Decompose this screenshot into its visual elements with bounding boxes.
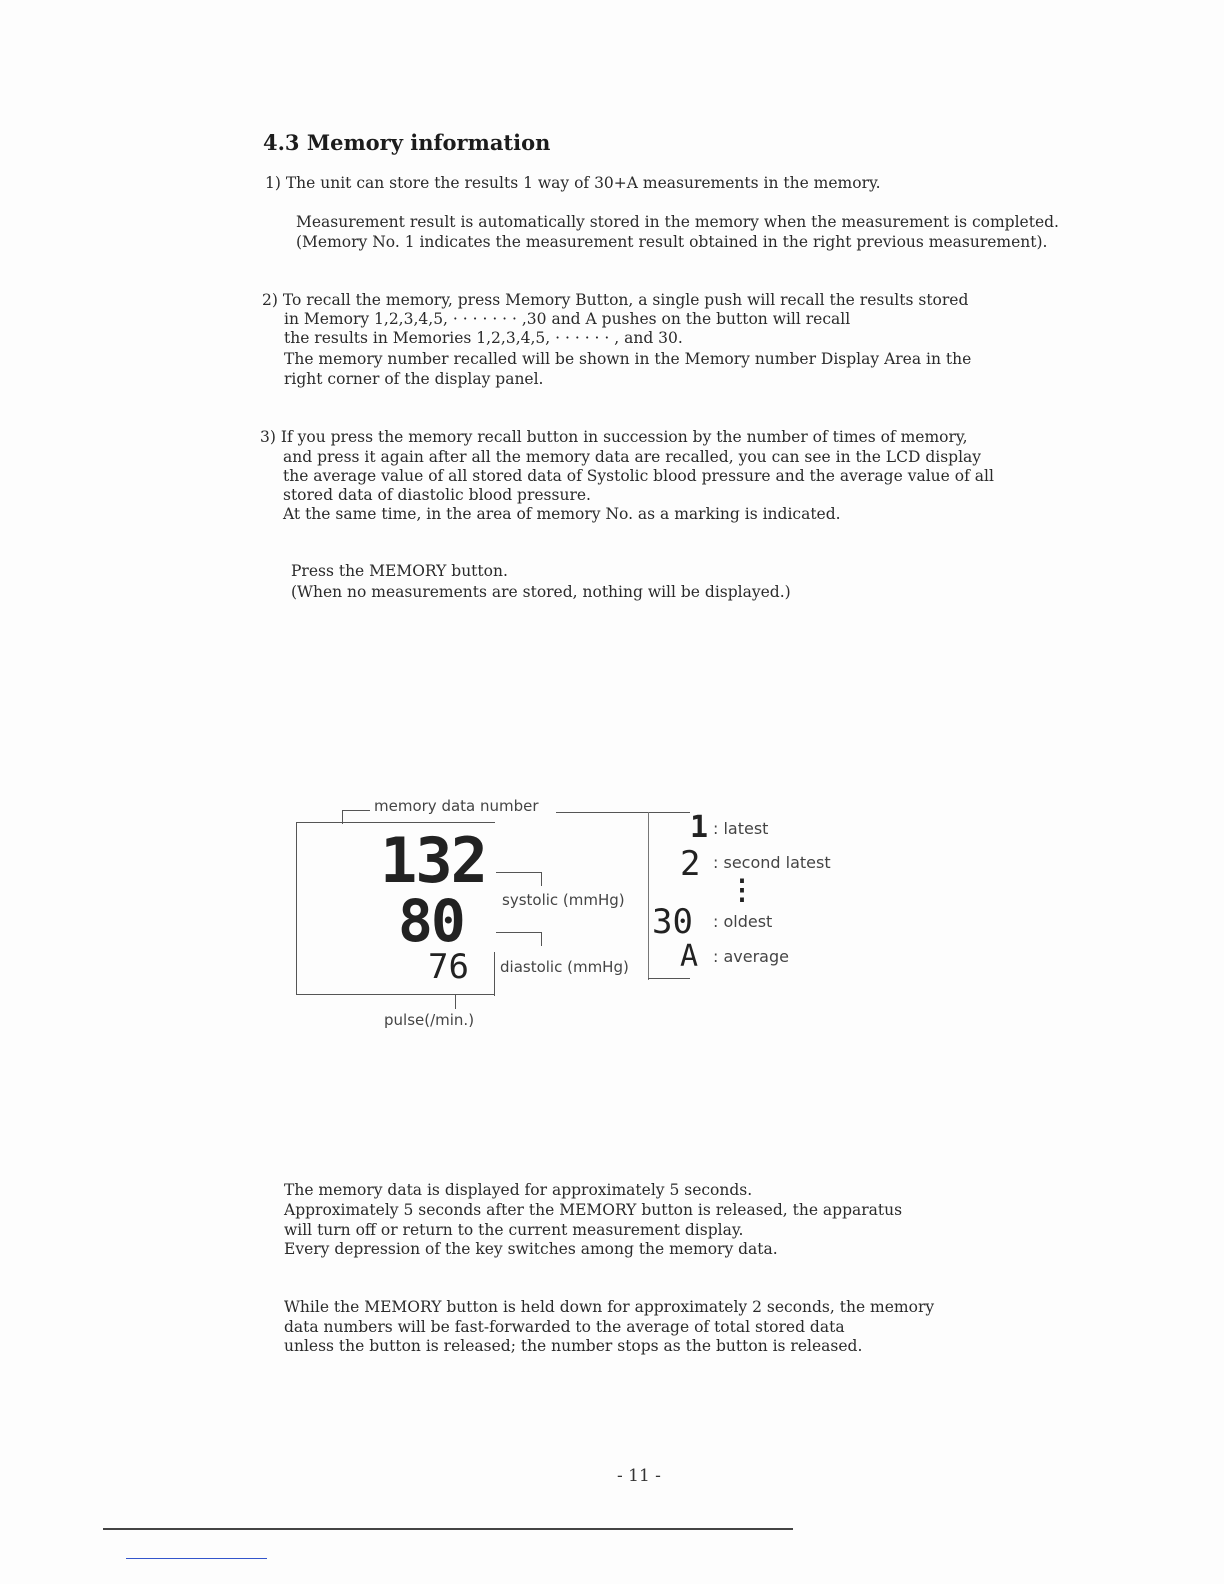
para3-line3: the average value of all stored data of Systolic blood pressure and the average value of all	[283, 467, 994, 485]
systolic-leader-h	[496, 872, 542, 873]
memory-bracket-v	[648, 812, 649, 980]
hold-line1: While the MEMORY button is held down for approximately 2 seconds, the memory	[284, 1298, 935, 1316]
after-line3: will turn off or return to the current measurement display.	[284, 1221, 744, 1239]
footer-blue-rule	[126, 1558, 267, 1559]
after-line4: Every depression of the key switches among the memory data.	[284, 1240, 778, 1258]
para1-line2: Measurement result is automatically stored in the memory when the measurement is completed.	[296, 213, 1059, 231]
press-line1: Press the MEMORY button.	[291, 562, 508, 580]
para3-line4: stored data of diastolic blood pressure.	[283, 486, 591, 504]
after-line2: Approximately 5 seconds after the MEMORY button is released, the apparatus	[284, 1201, 903, 1219]
para2-line4: The memory number recalled will be shown in the Memory number Display Area in the	[284, 350, 972, 368]
page-number: - 11 -	[617, 1466, 661, 1486]
hold-line2: data numbers will be fast-forwarded to the average of total stored data	[284, 1318, 845, 1336]
legend-latest: : latest	[713, 819, 769, 838]
hold-line3: unless the button is released; the number stops as the button is released.	[284, 1337, 863, 1355]
pulse-reading: 76	[428, 947, 469, 987]
legend-average: : average	[713, 947, 789, 966]
para3-line1: 3) If you press the memory recall button in succession by the number of times of memory,	[260, 428, 968, 446]
memory-label-bracket-h	[342, 810, 370, 811]
diastolic-reading: 80	[398, 887, 464, 955]
memory-data-number-label: memory data number	[374, 797, 539, 815]
diastolic-leader-h	[496, 932, 542, 933]
para3-line2: and press it again after all the memory data are recalled, you can see in the LCD display	[283, 448, 982, 466]
pulse-leader	[455, 995, 456, 1009]
section-heading: 4.3 Memory information	[263, 130, 551, 155]
para2-line5: right corner of the display panel.	[284, 370, 544, 388]
para2-line2: in Memory 1,2,3,4,5, · · · · · · · ,30 and A pushes on the button will recall	[284, 310, 851, 328]
memory-bracket-bottom	[648, 978, 690, 979]
para2-line3: the results in Memories 1,2,3,4,5, · · · · · · , and 30.	[284, 329, 683, 347]
diastolic-label: diastolic (mmHg)	[500, 958, 629, 976]
systolic-leader-v	[541, 872, 542, 886]
memory-symbol-second: 2	[680, 844, 701, 884]
after-line1: The memory data is displayed for approximately 5 seconds.	[284, 1181, 753, 1199]
memory-symbol-latest: 1	[690, 810, 709, 845]
systolic-reading: 132	[380, 824, 486, 897]
para1-line1: 1) The unit can store the results 1 way of 30+A measurements in the memory.	[265, 174, 881, 192]
para2-line1: 2) To recall the memory, press Memory Button, a single push will recall the results stored	[262, 291, 969, 309]
legend-oldest: : oldest	[713, 912, 773, 931]
diastolic-bracket	[494, 952, 495, 996]
memory-symbol-average: A	[680, 939, 699, 974]
para1-line3: (Memory No. 1 indicates the measurement result obtained in the right previous measurement).	[296, 233, 1048, 251]
diastolic-leader-v	[541, 932, 542, 946]
press-line2: (When no measurements are stored, nothing will be displayed.)	[291, 583, 791, 601]
footer-rule	[103, 1528, 793, 1530]
legend-ellipsis: ⋮	[728, 873, 756, 906]
para3-line5: At the same time, in the area of memory No. as a marking is indicated.	[283, 505, 841, 523]
pulse-label: pulse(/min.)	[384, 1011, 475, 1029]
memory-label-leader	[556, 812, 690, 813]
legend-second-latest: : second latest	[713, 853, 831, 872]
memory-symbol-oldest: 30	[652, 902, 693, 942]
systolic-label: systolic (mmHg)	[502, 891, 625, 909]
